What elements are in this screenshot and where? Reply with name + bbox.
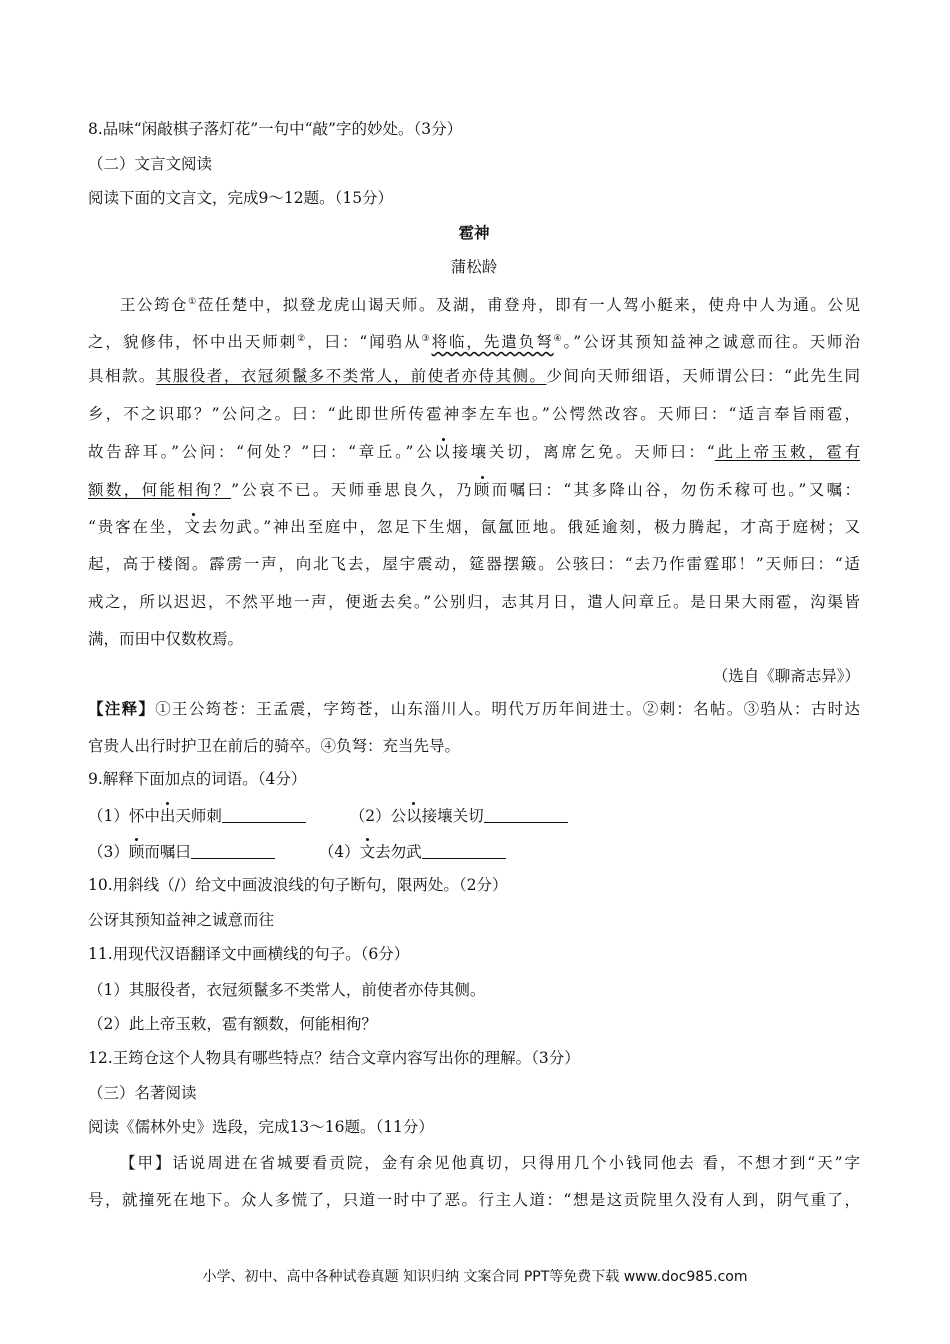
article-line-1: 王公筠仓①莅任楚中，拟登龙虎山谒天师。及湖，甫登舟，即有一人驾小艇来，使舟中人为通。公见 [120,296,860,315]
article-line-6: 额数，何能相徇？”公哀不已。天师垂思良久，乃顾而嘱曰：“其多降山谷，勿伤禾稼可也。”又嘱： [88,481,860,499]
passage-jia-line-1: 【甲】话说周进在省城要看贡院，金有余见他真切，只得用几个小钱同他去 看，不想才到“天”字 [120,1154,860,1172]
answer-blank[interactable] [484,806,568,823]
article-line-3: 具相款。其服役者，衣冠须鬣多不类常人，前使者亦侍其侧。少间向天师细语，天师谓公曰：“此先生同 [88,367,860,385]
article-line-4: 乡，不之识耶？”公问之。曰：“此即世所传雹神李左车也。”公愕然改容。天师曰：“适言奉旨雨雹， [88,405,860,423]
question-11-stem: 11.用现代汉语翻译文中画横线的句子。（6分） [88,945,410,963]
article-source: （选自《聊斋志异》） [712,667,860,685]
footnote-marker: ④ [553,334,564,344]
question-12: 12.王筠仓这个人物具有哪些特点？结合文章内容写出你的理解。（3分） [88,1049,580,1067]
section-2-title: （二）文言文阅读 [88,155,213,173]
dotted-word: 以 [406,807,422,825]
dotted-word: 文 [359,843,376,861]
passage-jia-line-2: 号，就撞死在地下。众人多慌了，只道一时中了恶。行主人道：“想是这贡院里久没有人到，阴气重了， [88,1191,860,1209]
question-9-row-2: （3）顾而嘱曰 （4）文去勿武 [88,841,860,863]
wavy-sentence: 将临，先遣负弩 [431,333,554,352]
footnote-marker: ② [297,334,308,344]
article-title: 雹神 [458,223,490,242]
question-11-item-1: （1）其服役者，衣冠须鬣多不类常人，前使者亦侍其侧。 [88,981,486,999]
dotted-word: 出 [159,807,176,825]
article-line-2: 之，貌修伟，怀中出天师刺②，曰：“闻驺从③将临，先遣负弩④。”公讶其预知益神之诚意而往。天师治 [88,333,860,352]
answer-blank[interactable] [422,842,506,859]
footnote-marker: ① [188,297,198,307]
underlined-sentence: 其服役者，衣冠须鬣多不类常人，前使者亦侍其侧。 [155,367,547,385]
section-3-title: （三）名著阅读 [88,1084,197,1102]
article-line-5: 故告辞耳。”公问：“何处？”曰：“章丘。”公以接壤关切，离席乞免。天师曰：“此上帝玉敕，雹有 [88,443,860,461]
section-2-intro: 阅读下面的文言文，完成9～12题。（15分） [88,189,394,207]
dotted-word: 顾 [128,843,145,861]
dotted-word: 以 [434,443,453,461]
article-line-10: 满，而田中仅数枚焉。 [88,630,244,648]
article-author: 蒲松龄 [450,258,498,276]
question-10-sentence: 公讶其预知益神之诚意而往 [88,911,275,929]
article-line-9: 戒之，所以迟迟，不然平地一声，便逝去矣。”公别归，志其月日，遣人问章丘。是日果大雨雹，沟渠皆 [88,593,860,611]
question-11-item-2: （2）此上帝玉敕，雹有额数，何能相徇？ [88,1015,377,1033]
question-8: 8.品味“闲敲棋子落灯花”一句中“敲”字的妙处。（3分） [88,120,463,138]
question-9-row-1: （1）怀中出天师刺 （2）公以接壤关切 [88,805,860,827]
notes-line-2: 官贵人出行时护卫在前后的骑卒。④负弩：充当先导。 [88,737,461,755]
section-3-intro: 阅读《儒林外史》选段，完成13～16题。（11分） [88,1118,434,1136]
underlined-sentence: 额数，何能相徇？ [88,481,232,499]
dotted-word: 顾 [473,481,492,499]
dotted-word: 文 [184,518,202,536]
question-9-stem: 9.解释下面加点的词语。（4分） [88,770,307,788]
article-line-7: “贵客在坐，文去勿武。”神出至庭中，忽足下生烟，氤氲匝地。俄延逾刻，极力腾起，才高于庭树；又 [88,518,860,536]
article-line-8: 起，高于楼阁。霹雳一声，向北飞去，屋宇震动，筵器摆簸。公骇曰：“去乃作雷霆耶！”天师曰：“适 [88,555,860,573]
question-10-stem: 10.用斜线（/）给文中画波浪线的句子断句，限两处。（2分） [88,876,508,894]
notes-label: 【注释】 [88,699,156,718]
footnote-marker: ③ [421,334,432,344]
answer-blank[interactable] [222,806,306,823]
answer-blank[interactable] [191,842,275,859]
underlined-sentence: 此上帝玉敕，雹有 [714,443,860,461]
notes-line-1: 【注释】①王公筠苍：王孟震，字筠苍，山东淄川人。明代万历年间进士。②刺：名帖。③驺从：古时达 [88,699,860,718]
page-footer: 小学、初中、高中各种试卷真题 知识归纳 文案合同 PPT等免费下载 www.doc985.com [202,1269,748,1285]
